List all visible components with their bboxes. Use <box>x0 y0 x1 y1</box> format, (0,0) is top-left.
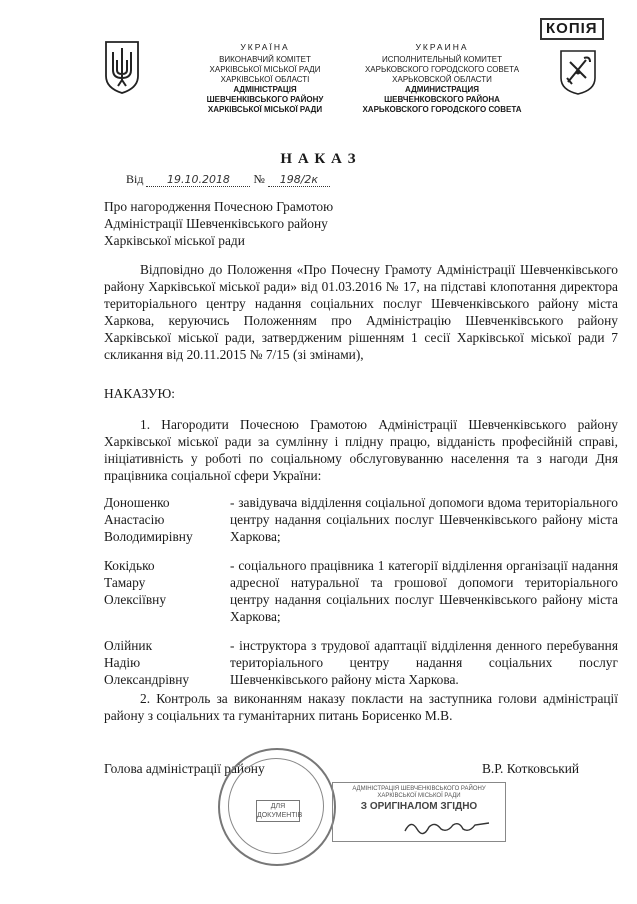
committee-ua: ВИКОНАВЧИЙ КОМІТЕТ <box>219 55 311 64</box>
subject-line-1: Про нагородження Почесною Грамотою <box>104 199 334 214</box>
header-russian <box>352 42 532 115</box>
round-seal <box>218 748 336 866</box>
date-value: 19.10.2018 <box>146 173 250 187</box>
committee-ru: ИСПОЛНИТЕЛЬНЫЙ КОМИТЕТ <box>381 55 503 64</box>
certification-stamp <box>332 782 506 842</box>
copy-stamp: КОПІЯ <box>540 18 604 40</box>
seal-inner-label: ДЛЯ ДОКУМЕНТІВ <box>256 800 300 822</box>
awardee-row <box>104 637 618 688</box>
preamble-paragraph: Відповідно до Положення «Про Почесну Грамоту Адміністрації Шевченківського району Харківської міської ради» від 01.03.2016 № 17, на підставі клопотання директора територіального центру надання соціальних послуг Шевченківського району міста Харкова, керуючись Положенням про Адміністрацію Шевченківського району Харківської міської ради, затвердженим рішенням 1 сесії Харківської міської ради 7 скликання від 20.11.2015 № 7/15 (зі змінами), <box>104 262 618 362</box>
number-value: 198/2к <box>268 173 330 187</box>
stamp-original: З ОРИГІНАЛОМ ЗГІДНО <box>360 801 478 812</box>
date-number-line <box>126 172 330 187</box>
kharkiv-coat-of-arms-icon <box>558 48 598 96</box>
region-ua: ХАРКІВСЬКОЇ ОБЛАСТІ <box>220 75 310 84</box>
handwritten-signature-icon <box>403 817 493 837</box>
stamp-line-2: ХАРКІВСЬКОЇ МІСЬКОЇ РАДИ <box>377 793 461 799</box>
stamp-line-1: АДМІНІСТРАЦІЯ ШЕВЧЕНКІВСЬКОГО РАЙОНУ <box>352 786 486 792</box>
country-ru: УКРАИНА <box>415 42 469 52</box>
number-prefix: № <box>253 172 265 186</box>
admin-ru-2: ШЕВЧЕНКОВСКОГО РАЙОНА <box>384 95 500 104</box>
awardee-name: Кокідько Тамару Олексіївну <box>104 558 167 607</box>
signature-name: В.Р. Котковський <box>482 761 580 776</box>
country-ua: УКРАЇНА <box>240 42 290 52</box>
subject-line-2: Адміністрації Шевченківського району <box>104 216 328 231</box>
awardee-row <box>104 557 618 637</box>
subject-block <box>104 198 424 249</box>
admin-ua-3: ХАРКІВСЬКОЇ МІСЬКОЇ РАДИ <box>207 105 323 114</box>
point-1-paragraph: 1. Нагородити Почесною Грамотою Адміністрації Шевченківського району Харківської міської ради за сумлінну і плідну працю, відданість професійній справі, ініціативність у роботі по соціальному обслуговуванню населення та з нагоди Дня працівника соціальної сфери України: <box>104 417 618 483</box>
admin-ru-1: АДМИНИСТРАЦИЯ <box>405 85 479 94</box>
document-title: Н А К А З <box>280 151 357 167</box>
awardee-position: - інструктора з трудової адаптації відділення денного перебування територіального центру надання соціальних послуг Шевченківського району міста Харкова. <box>230 638 618 687</box>
admin-ru-3: ХАРЬКОВСКОГО ГОРОДСКОГО СОВЕТА <box>362 105 522 114</box>
header-ukrainian <box>180 42 350 115</box>
council-ua: ХАРКІВСЬКОЇ МІСЬКОЇ РАДИ <box>209 65 321 74</box>
admin-ua-2: ШЕВЧЕНКІВСЬКОГО РАЙОНУ <box>206 95 324 104</box>
order-word: НАКАЗУЮ: <box>104 386 175 401</box>
awardee-row <box>104 494 618 557</box>
admin-ua-1: АДМІНІСТРАЦІЯ <box>233 85 297 94</box>
awardee-position: - соціального працівника 1 категорії відділення організації надання адресної натуральної та грошової допомоги територіального центру надання соціальних послуг Шевченківського району міста Харкова; <box>230 558 618 624</box>
region-ru: ХАРЬКОВСКОЙ ОБЛАСТИ <box>392 75 492 84</box>
awardee-name: Олійник Надію Олександрівну <box>104 638 190 687</box>
awardee-name: Доношенко Анастасію Володимирівну <box>104 495 193 544</box>
awardees-table <box>104 494 618 688</box>
council-ru: ХАРЬКОВСКОГО ГОРОДСКОГО СОВЕТА <box>364 65 520 74</box>
date-prefix: Від <box>126 172 144 186</box>
trident-coat-of-arms-icon <box>104 40 140 94</box>
subject-line-3: Харківської міської ради <box>104 233 245 248</box>
signature-title: Голова адміністрації району <box>104 761 265 776</box>
point-2-paragraph: 2. Контроль за виконанням наказу покласти на заступника голови адміністрації району з соціальних та гуманітарних питань Борисенко М.В. <box>104 691 618 723</box>
awardee-position: - завідувача відділення соціальної допомоги вдома територіального центру надання соціальних послуг Шевченківського району міста Харкова; <box>230 495 618 544</box>
